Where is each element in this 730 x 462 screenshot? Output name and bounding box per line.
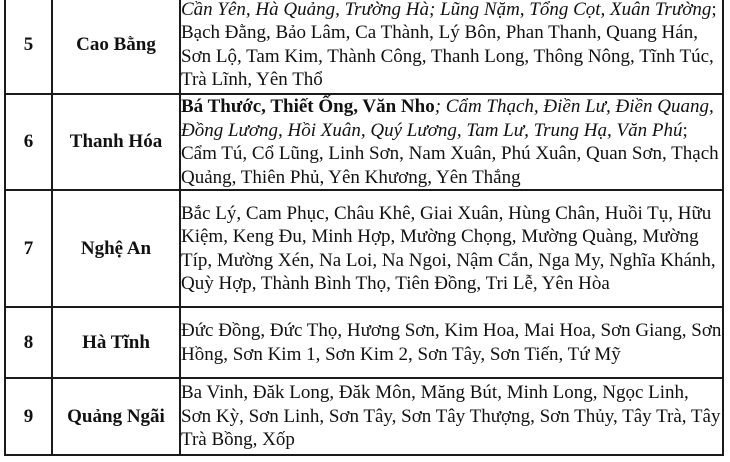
table-row [5,378,723,455]
commune-list [180,0,723,94]
row-number: 7 [5,190,52,307]
row-number: 6 [5,94,52,190]
commune-list [180,378,723,455]
province-name: Quảng Ngãi [52,378,180,455]
province-name: Thanh Hóa [52,94,180,190]
commune-list-italic: ; Cẩm Thạch, Điền Lư, Điền Quang, Đồng Lương, Hồi Xuân, Quý Lương, Tam Lư, Trung Hạ, Văn Phú [181,96,714,141]
commune-list-plain: Ba Vinh, Đăk Long, Đăk Môn, Măng Bút, Minh Long, Ngọc Linh, Sơn Kỳ, Sơn Linh, Sơn Tây, Sơn Tây Thượng, Sơn Thủy, Tây Trà, Tây Trà Bồng, Xốp [181,382,721,451]
table-row [5,190,723,307]
commune-list [180,190,723,307]
commune-list [180,94,723,190]
province-name: Hà Tĩnh [52,307,180,378]
table-row [5,94,723,190]
row-number: 8 [5,307,52,378]
row-number: 5 [5,0,52,94]
table-row [5,307,723,378]
commune-list-plain: Đức Đồng, Đức Thọ, Hương Sơn, Kim Hoa, Mai Hoa, Sơn Giang, Sơn Hồng, Sơn Kim 1, Sơn Kim 2, Sơn Tây, Sơn Tiến, Tứ Mỹ [181,320,722,365]
province-name: Cao Bằng [52,0,180,94]
communes-table [4,0,724,456]
commune-list-italic: Cần Yên, Hà Quảng, Trường Hà; Lũng Nặm, Tổng Cọt, Xuân Trường [181,0,712,20]
commune-list-plain: Bắc Lý, Cam Phục, Châu Khê, Giai Xuân, Hùng Chân, Huồi Tụ, Hữu Kiệm, Keng Đu, Minh Hợp, Mường Chọng, Mường Quàng, Mường Típ, Mường Xén, Na Loi, Na Ngoi, Nậm Cắn, Nga My, Nghĩa Khánh, Quỳ Hợp, Thành Bình Thọ, Tiên Đồng, Tri Lễ, Yên Hòa [181,202,716,294]
province-name: Nghệ An [52,190,180,307]
commune-list-plain: ; Bạch Đằng, Bảo Lâm, Ca Thành, Lý Bôn, Phan Thanh, Quang Hán, Sơn Lộ, Tam Kim, Thành Công, Thanh Long, Thông Nông, Tĩnh Túc, Trà Lĩnh, Yên Thổ [181,0,717,90]
row-number: 9 [5,378,52,455]
commune-list [180,307,723,378]
commune-list-bold: Bá Thước, Thiết Ống, Văn Nho [181,96,435,117]
table-row [5,0,723,94]
commune-list-plain: ; Cẩm Tú, Cổ Lũng, Linh Sơn, Nam Xuân, Phú Xuân, Quan Sơn, Thạch Quảng, Thiên Phủ, Yên Khương, Yên Thắng [181,119,719,188]
